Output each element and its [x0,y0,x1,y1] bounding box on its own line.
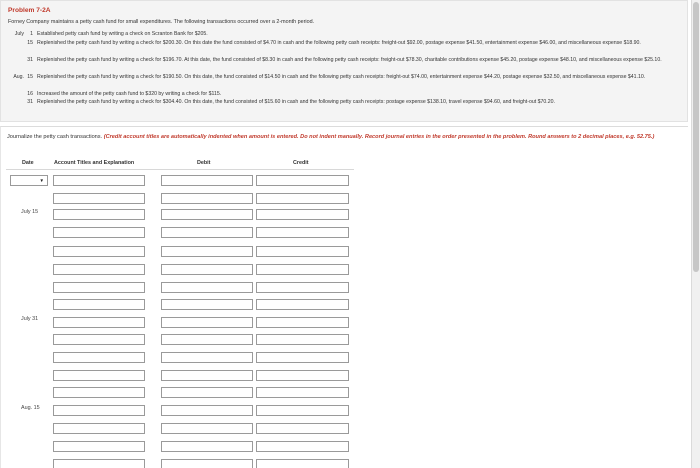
account-field[interactable] [53,193,145,204]
credit-field[interactable] [256,405,349,416]
debit-field[interactable] [161,282,253,293]
credit-field[interactable] [256,334,349,345]
transaction-month: July [14,31,24,37]
account-field[interactable] [53,370,145,381]
account-field[interactable] [53,175,145,186]
account-field[interactable] [53,405,145,416]
account-field[interactable] [53,459,145,468]
transaction-day: 31 [27,99,33,105]
account-field[interactable] [53,317,145,328]
debit-field[interactable] [161,370,253,381]
date-label-aug-15: Aug. 15 [21,405,40,411]
credit-field[interactable] [256,209,349,220]
account-field[interactable] [53,299,145,310]
header-debit: Debit [197,160,211,166]
scrollbar-thumb[interactable] [693,2,699,272]
credit-field[interactable] [256,441,349,452]
debit-field[interactable] [161,423,253,434]
date-label-july-15: July 15 [21,209,39,215]
account-field[interactable] [53,352,145,363]
debit-field[interactable] [161,459,253,468]
caret-down-icon: ▼ [39,178,44,183]
debit-field[interactable] [161,334,253,345]
problem-panel [0,0,688,122]
account-field[interactable] [53,227,145,238]
account-field[interactable] [53,282,145,293]
debit-field[interactable] [161,405,253,416]
credit-field[interactable] [256,370,349,381]
credit-field[interactable] [256,387,349,398]
debit-field[interactable] [161,299,253,310]
account-field[interactable] [53,387,145,398]
transaction-text: Replenished the petty cash fund by writing a check for $196.70. At this date, the fund consisted of $8.30 in cash and the following petty cash receipts: freight-out $78.30, charitable contributions expense $45.20, postage expense $48.10, and miscellaneous expense $25.10. [37,57,662,63]
credit-field[interactable] [256,352,349,363]
transaction-month: Aug. [13,74,24,80]
credit-field[interactable] [256,227,349,238]
credit-field[interactable] [256,459,349,468]
header-divider [6,169,354,170]
transaction-text: Replenished the petty cash fund by writing a check for $200.30. On this date the fund consisted of $4.70 in cash and the following petty cash receipts: freight-out $92.00, postage expense $41.50, entertainment expense $46.00, and miscellaneous expense $18.90. [37,40,641,46]
transaction-day: 31 [27,57,33,63]
problem-title: Problem 7-2A [8,7,51,14]
debit-field[interactable] [161,246,253,257]
transaction-text: Replenished the petty cash fund by writing a check for $190.50. On this date, the fund consisted of $14.50 in cash and the following petty cash receipts: freight-out $74.00, entertainment expense $44.20, postage expense $32.50, and miscellaneous expense $41.10. [37,74,646,80]
credit-field[interactable] [256,175,349,186]
credit-field[interactable] [256,317,349,328]
header-credit: Credit [293,160,309,166]
debit-field[interactable] [161,387,253,398]
account-field[interactable] [53,209,145,220]
credit-field[interactable] [256,246,349,257]
transaction-text: Replenished the petty cash fund by writing a check for $304.40. On this date, the fund consisted of $15.60 in cash and the following petty cash receipts: postage expense $138.10, travel expense $94.60, and freight-out $70.20. [37,99,555,105]
instructions [7,133,683,141]
header-account: Account Titles and Explanation [54,160,135,166]
account-field[interactable] [53,264,145,275]
debit-field[interactable] [161,352,253,363]
debit-field[interactable] [161,227,253,238]
credit-field[interactable] [256,264,349,275]
debit-field[interactable] [161,175,253,186]
transaction-day: 1 [30,31,33,37]
account-field[interactable] [53,246,145,257]
instructions-emphasis: (Credit account titles are automatically indented when amount is entered. Do not indent manually. Record journal entries in the order presented in the problem. Round answers to 2 decimal places, e.g. 52.75.) [103,134,655,140]
transaction-day: 15 [27,74,33,80]
transaction-text: Increased the amount of the petty cash fund to $320 by writing a check for $115. [37,91,222,97]
transaction-day: 16 [27,91,33,97]
header-date: Date [22,160,34,166]
account-field[interactable] [53,423,145,434]
debit-field[interactable] [161,317,253,328]
vertical-scrollbar[interactable] [691,0,700,468]
date-select[interactable] [10,175,48,186]
instructions-text: Journalize the petty cash transactions. [7,134,103,140]
debit-field[interactable] [161,193,253,204]
debit-field[interactable] [161,441,253,452]
debit-field[interactable] [161,264,253,275]
credit-field[interactable] [256,193,349,204]
account-field[interactable] [53,334,145,345]
credit-field[interactable] [256,423,349,434]
account-field[interactable] [53,441,145,452]
date-label-july-31: July 31 [21,316,39,322]
transaction-text: Established petty cash fund by writing a check on Scranton Bank for $205. [37,31,208,37]
credit-field[interactable] [256,282,349,293]
problem-intro: Forney Company maintains a petty cash fund for small expenditures. The following transactions occurred over a 2-month period. [8,19,315,25]
credit-field[interactable] [256,299,349,310]
transaction-day: 15 [27,40,33,46]
debit-field[interactable] [161,209,253,220]
